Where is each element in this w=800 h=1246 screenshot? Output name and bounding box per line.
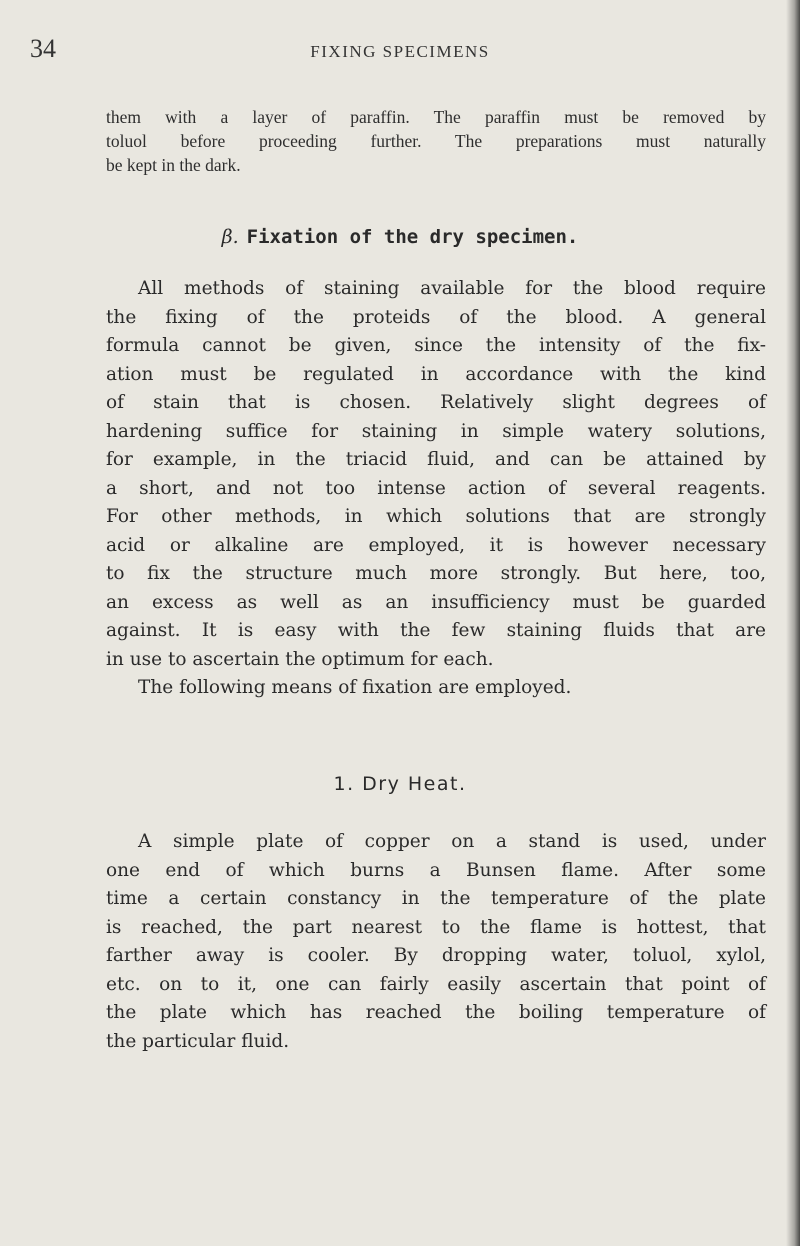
text-line: in use to ascertain the optimum for each. (106, 648, 494, 670)
section-heading (0, 226, 800, 248)
paragraph-fixation (106, 275, 766, 703)
section-number: β. (221, 226, 239, 248)
text-line: of stain that is chosen. Relatively slight degrees of (106, 392, 766, 413)
text-line: farther away is cooler. By dropping water, toluol, xylol, (106, 945, 766, 966)
text-line: against. It is easy with the few staining fluids that are (106, 620, 766, 641)
text-line: one end of which burns a Bunsen flame. After some (106, 859, 766, 881)
text-line: them with a layer of paraffin. The paraffin must be removed by (106, 107, 766, 127)
text-line: etc. on to it, one can fairly easily ascertain that point of (106, 973, 766, 995)
text-line: formula cannot be given, since the intensity of the fix- (106, 335, 766, 356)
text-line: toluol before proceeding further. The preparations must naturally (106, 131, 766, 151)
text-line: All methods of staining available for the blood require (138, 278, 766, 299)
running-head: FIXING SPECIMENS (310, 42, 490, 61)
text-line: the particular fluid. (106, 1030, 290, 1052)
text-line: be kept in the dark. (106, 155, 241, 175)
text-line: a short, and not too intense action of several reagents. (106, 477, 766, 499)
text-line: for example, in the triacid fluid, and can be attained by (106, 449, 766, 470)
text-line: For other methods, in which solutions that are strongly (106, 506, 766, 527)
section-title: Fixation of the dry specimen. (246, 226, 579, 248)
page-number: 34 (30, 34, 56, 63)
text-line: hardening suffice for staining in simple watery solutions, (106, 420, 766, 442)
paragraph-dry-heat (106, 828, 766, 1056)
intro-paragraph (106, 105, 766, 177)
text-line: ation must be regulated in accordance with the kind (106, 363, 766, 385)
text-line: the fixing of the proteids of the blood. A general (106, 306, 766, 328)
text-line: acid or alkaline are employed, it is however necessary (106, 534, 766, 556)
text-line: time a certain constancy in the temperature of the plate (106, 888, 766, 909)
text-line: is reached, the part nearest to the flame is hottest, that (106, 916, 766, 938)
subsection-heading: 1. Dry Heat. (333, 773, 467, 795)
text-line: A simple plate of copper on a stand is used, under (138, 831, 766, 852)
text-line: to fix the structure much more strongly. But here, too, (106, 563, 766, 584)
text-line: an excess as well as an insufficiency must be guarded (106, 591, 766, 613)
page-edge-shadow (786, 0, 800, 1246)
text-line: The following means of fixation are employed. (138, 677, 572, 698)
text-line: the plate which has reached the boiling temperature of (106, 1002, 766, 1023)
